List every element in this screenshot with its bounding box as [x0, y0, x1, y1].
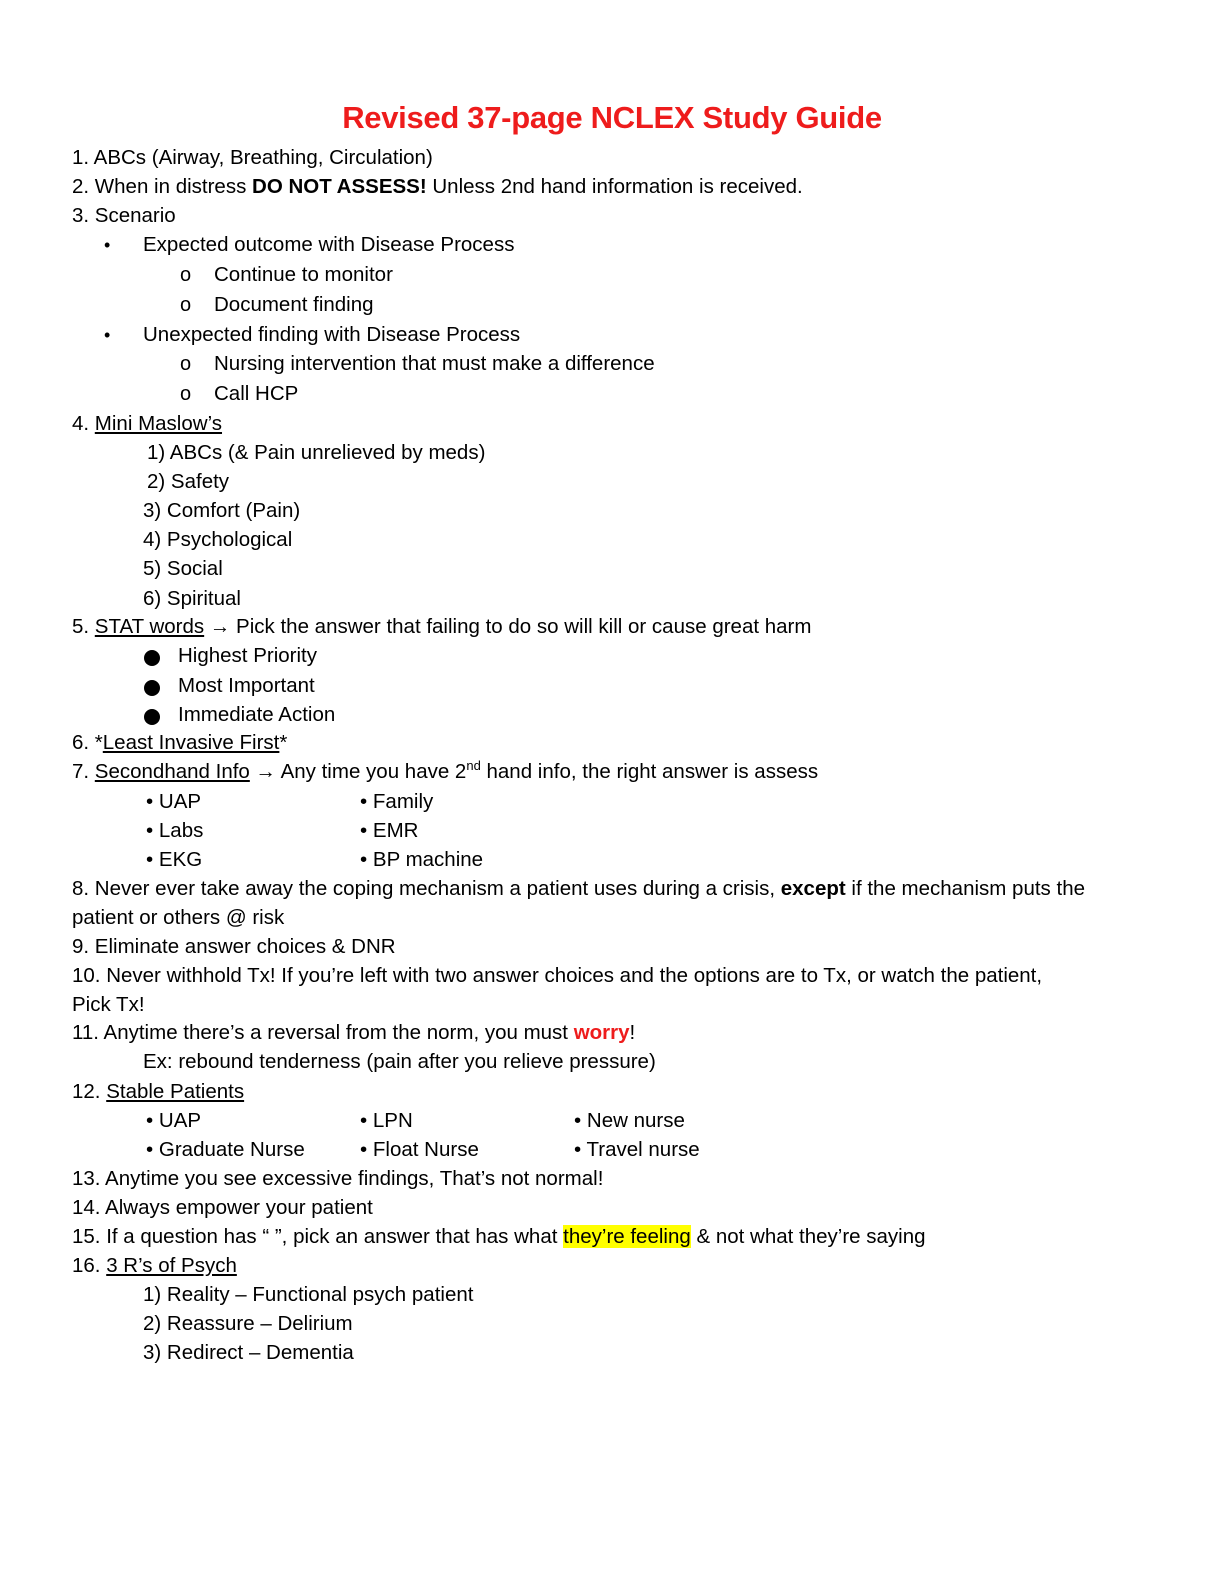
bullet-dot: •	[574, 1109, 582, 1132]
secondhand-col1-2	[146, 818, 203, 844]
bullet-dot: •	[146, 790, 154, 813]
stable-patient-staff: LPN	[372, 1109, 413, 1132]
secondhand-col1-3	[146, 847, 202, 873]
bullet-o: o	[180, 353, 192, 375]
item-11-worry: worry	[573, 1021, 630, 1044]
bullet-dot: •	[360, 790, 368, 813]
item-5	[72, 614, 811, 640]
item-8-pre: 8. Never ever take away the coping mechanism a patient uses during a crisis,	[72, 877, 781, 900]
secondhand-col2-2	[360, 818, 418, 844]
secondhand-col2-3	[360, 847, 483, 873]
secondhand-source: EMR	[372, 819, 419, 842]
item-12	[72, 1079, 244, 1105]
stable-patient-staff: UAP	[158, 1109, 202, 1132]
item-16-num: 16.	[72, 1254, 107, 1277]
stable-patient-staff: Travel nurse	[586, 1138, 700, 1161]
bullet-dot: •	[146, 819, 154, 842]
stable-col3-1	[574, 1108, 685, 1134]
secondhand-source: Labs	[158, 819, 204, 842]
bullet-dot: •	[146, 848, 154, 871]
secondhand-col1-1	[146, 789, 201, 815]
stable-col2-1	[360, 1108, 413, 1134]
psych-r-2: 2) Reassure – Delirium	[143, 1312, 353, 1335]
item-7-num: 7.	[72, 760, 95, 783]
item-11-pre: 11. Anytime there’s a reversal from the norm, you must	[72, 1021, 574, 1044]
item-2-pre: 2. When in distress	[72, 175, 253, 198]
item-2	[72, 174, 803, 200]
item-7-label: Secondhand Info	[94, 760, 250, 783]
arrow-icon: →	[255, 760, 277, 783]
stable-col3-2	[574, 1137, 700, 1163]
item-3-label: 3. Scenario	[72, 204, 176, 227]
secondhand-source: Family	[372, 790, 434, 813]
scenario-sub-2-1: Nursing intervention that must make a difference	[214, 352, 655, 375]
item-11-post: !	[629, 1021, 636, 1044]
bullet-dot: •	[146, 1138, 154, 1161]
bullet-dot: •	[574, 1138, 582, 1161]
stat-word-3: Immediate Action	[178, 703, 336, 726]
item-2-post: Unless 2nd hand information is received.	[426, 175, 803, 198]
stat-word-1: Highest Priority	[178, 644, 317, 667]
stable-col2-2	[360, 1137, 479, 1163]
item-8-line-2: patient or others @ risk	[72, 906, 285, 929]
bullet-dot: •	[360, 819, 368, 842]
filled-circle-bullet-icon	[144, 709, 160, 725]
stable-col1-2	[146, 1137, 305, 1163]
item-6-label: Least Invasive First	[102, 731, 280, 754]
bullet-dot: •	[104, 325, 111, 345]
item-4	[72, 411, 222, 437]
item-11	[72, 1020, 635, 1046]
secondhand-col2-1	[360, 789, 433, 815]
bullet-dot: •	[104, 235, 111, 255]
bullet-o: o	[180, 383, 192, 405]
item-6	[72, 730, 287, 756]
item-10-line-1: 10. Never withhold Tx! If you’re left with two answer choices and the options are to Tx, or watch the patient,	[72, 964, 1043, 987]
stable-patient-staff: Float Nurse	[372, 1138, 479, 1161]
stat-word-2: Most Important	[178, 674, 315, 697]
maslow-level-1: 1) ABCs (& Pain unrelieved by meds)	[147, 441, 486, 464]
scenario-sub-1-1: Continue to monitor	[214, 263, 393, 286]
item-14: 14. Always empower your patient	[72, 1196, 373, 1219]
item-12-num: 12.	[72, 1080, 107, 1103]
item-12-label: Stable Patients	[106, 1080, 245, 1103]
item-7-mid: Any time you have 2	[276, 760, 467, 783]
item-5-num: 5.	[72, 615, 95, 638]
secondhand-source: BP machine	[372, 848, 484, 871]
bullet-dot: •	[146, 1109, 154, 1132]
stable-patient-staff: Graduate Nurse	[158, 1138, 305, 1161]
secondhand-source: EKG	[158, 848, 203, 871]
item-5-post: Pick the answer that failing to do so will kill or cause great harm	[230, 615, 812, 638]
maslow-level-2: 2) Safety	[147, 470, 230, 493]
item-16-label: 3 R’s of Psych	[106, 1254, 237, 1277]
item-5-label: STAT words	[94, 615, 205, 638]
psych-r-3: 3) Redirect – Dementia	[143, 1341, 354, 1364]
item-6-num: 6. *	[72, 731, 103, 754]
item-15-pre: 15. If a question has “ ”, pick an answer that has what	[72, 1225, 564, 1248]
secondhand-source: UAP	[158, 790, 202, 813]
item-13: 13. Anytime you see excessive findings, That’s not normal!	[72, 1167, 604, 1190]
scenario-sub-1-2: Document finding	[214, 293, 374, 316]
filled-circle-bullet-icon	[144, 650, 160, 666]
item-7-sup: nd	[466, 758, 481, 774]
psych-r-1: 1) Reality – Functional psych patient	[143, 1283, 474, 1306]
bullet-o: o	[180, 264, 192, 286]
item-8-line-1	[72, 876, 1085, 902]
page-title: Revised 37-page NCLEX Study Guide	[342, 100, 882, 135]
item-2-bold: DO NOT ASSESS!	[252, 175, 427, 198]
item-10-line-2: Pick Tx!	[72, 993, 145, 1016]
maslow-level-5: 5) Social	[143, 557, 223, 580]
stable-col1-1	[146, 1108, 201, 1134]
item-1: 1. ABCs (Airway, Breathing, Circulation)	[72, 146, 433, 169]
bullet-dot: •	[360, 1138, 368, 1161]
item-8-post: if the mechanism puts the	[845, 877, 1086, 900]
bullet-dot: •	[360, 1109, 368, 1132]
item-6-post: *	[279, 731, 288, 754]
item-9: 9. Eliminate answer choices & DNR	[72, 935, 396, 958]
item-15-post: & not what they’re saying	[690, 1225, 926, 1248]
bullet-o: o	[180, 294, 192, 316]
item-7	[72, 759, 818, 785]
stable-patient-staff: New nurse	[586, 1109, 685, 1132]
bullet-dot: •	[360, 848, 368, 871]
item-15	[72, 1224, 926, 1250]
maslow-level-4: 4) Psychological	[143, 528, 293, 551]
item-16	[72, 1253, 237, 1279]
item-11-example: Ex: rebound tenderness (pain after you relieve pressure)	[143, 1050, 656, 1073]
scenario-sub-2-2: Call HCP	[214, 382, 299, 405]
item-4-label: Mini Maslow’s	[94, 412, 223, 435]
scenario-bullet-2: Unexpected finding with Disease Process	[143, 323, 521, 346]
maslow-level-3: 3) Comfort (Pain)	[143, 499, 301, 522]
item-4-num: 4.	[72, 412, 95, 435]
maslow-level-6: 6) Spiritual	[143, 587, 241, 610]
item-7-post: hand info, the right answer is assess	[480, 760, 819, 783]
item-8-bold: except	[780, 877, 846, 900]
filled-circle-bullet-icon	[144, 680, 160, 696]
scenario-bullet-1: Expected outcome with Disease Process	[143, 233, 515, 256]
arrow-icon: →	[209, 615, 231, 638]
item-15-highlight: they’re feeling	[563, 1225, 691, 1248]
